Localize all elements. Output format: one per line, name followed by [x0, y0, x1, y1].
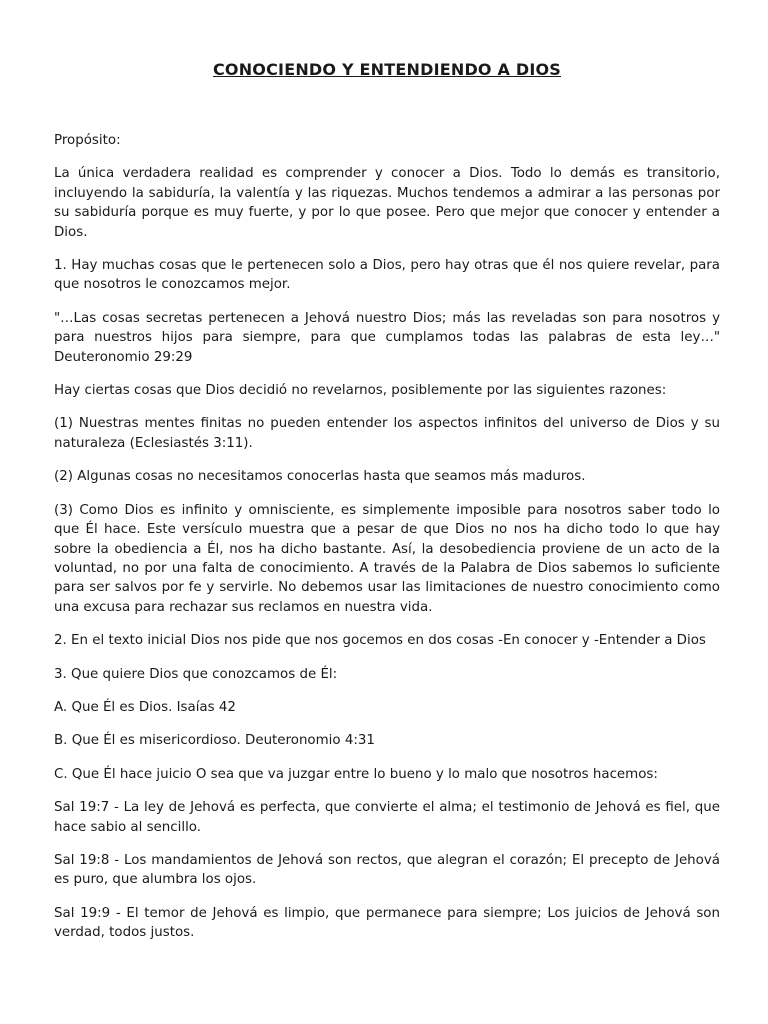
list-item-c: C. Que Él hace juicio O sea que va juzgar entre lo bueno y lo malo que nosotros hacemos: [54, 766, 658, 782]
list-item-a: A. Que Él es Dios. Isaías 42 [54, 699, 236, 715]
paragraph-reason-3: (3) Como Dios es infinito y omnisciente, es simplemente imposible para nosotros saber todo lo que Él hace. Este versículo muestra que a pesar de que Dios no nos ha dicho todo lo que hay sobre la obediencia a Él, nos ha dicho bastante. Así, la desobediencia proviene de un acto de la voluntad, no por una falta de conocimiento. A través de la Palabra de Dios sabemos lo suficiente para ser salvos por fe y servirle. No debemos usar las limitaciones de nuestro conocimiento como una excusa para rechazar sus reclamos en nuestra vida. [54, 502, 720, 615]
paragraph-point-2: 2. En el texto inicial Dios nos pide que nos gocemos en dos cosas -En conocer y -Entender a Dios [54, 633, 706, 649]
list-item-b: B. Que Él es misericordioso. Deuteronomio 4:31 [54, 733, 375, 749]
psalm-19-7: Sal 19:7 - La ley de Jehová es perfecta, que convierte el alma; el testimonio de Jehová es fiel, que hace sabio al sencillo. [54, 800, 720, 835]
paragraph-point-3: 3. Que quiere Dios que conozcamos de Él: [54, 666, 338, 682]
paragraph-reason-1: (1) Nuestras mentes finitas no pueden entender los aspectos infinitos del universo de Dios y su naturaleza (Eclesiastés 3:11). [54, 416, 720, 451]
psalm-19-9: Sal 19:9 - El temor de Jehová es limpio, que permanece para siempre; Los juicios de Jehová son verdad, todos justos. [54, 905, 720, 941]
paragraph-reason-2: (2) Algunas cosas no necesitamos conocerlas hasta que seamos más maduros. [54, 469, 586, 485]
paragraph-intro: La única verdadera realidad es comprender y conocer a Dios. Todo lo demás es transitorio, incluyendo la sabiduría, la valentía y las riquezas. Muchos tendemos a admirar a las personas por su sabiduría porque es muy fuerte, y por lo que posee. Pero que mejor que conocer y entender a Dios. [54, 166, 720, 240]
paragraph-quote-deuteronomy: "…Las cosas secretas pertenecen a Jehová nuestro Dios; más las reveladas son para nosotros y para nuestros hijos para siempre, para que cumplamos todas las palabras de esta ley…" Deuteronomio 29:29 [54, 310, 720, 365]
purpose-label: Propósito: [54, 133, 121, 148]
document-title: CONOCIENDO Y ENTENDIENDO A DIOS [212, 60, 562, 79]
psalm-19-8: Sal 19:8 - Los mandamientos de Jehová son rectos, que alegran el corazón; El precepto de Jehová es puro, que alumbra los ojos. [54, 852, 720, 888]
paragraph-point-1: 1. Hay muchas cosas que le pertenecen solo a Dios, pero hay otras que él nos quiere revelar, para que nosotros le conozcamos mejor. [54, 258, 720, 293]
paragraph-reasons-intro: Hay ciertas cosas que Dios decidió no revelarnos, posiblemente por las siguientes razones: [54, 383, 667, 399]
